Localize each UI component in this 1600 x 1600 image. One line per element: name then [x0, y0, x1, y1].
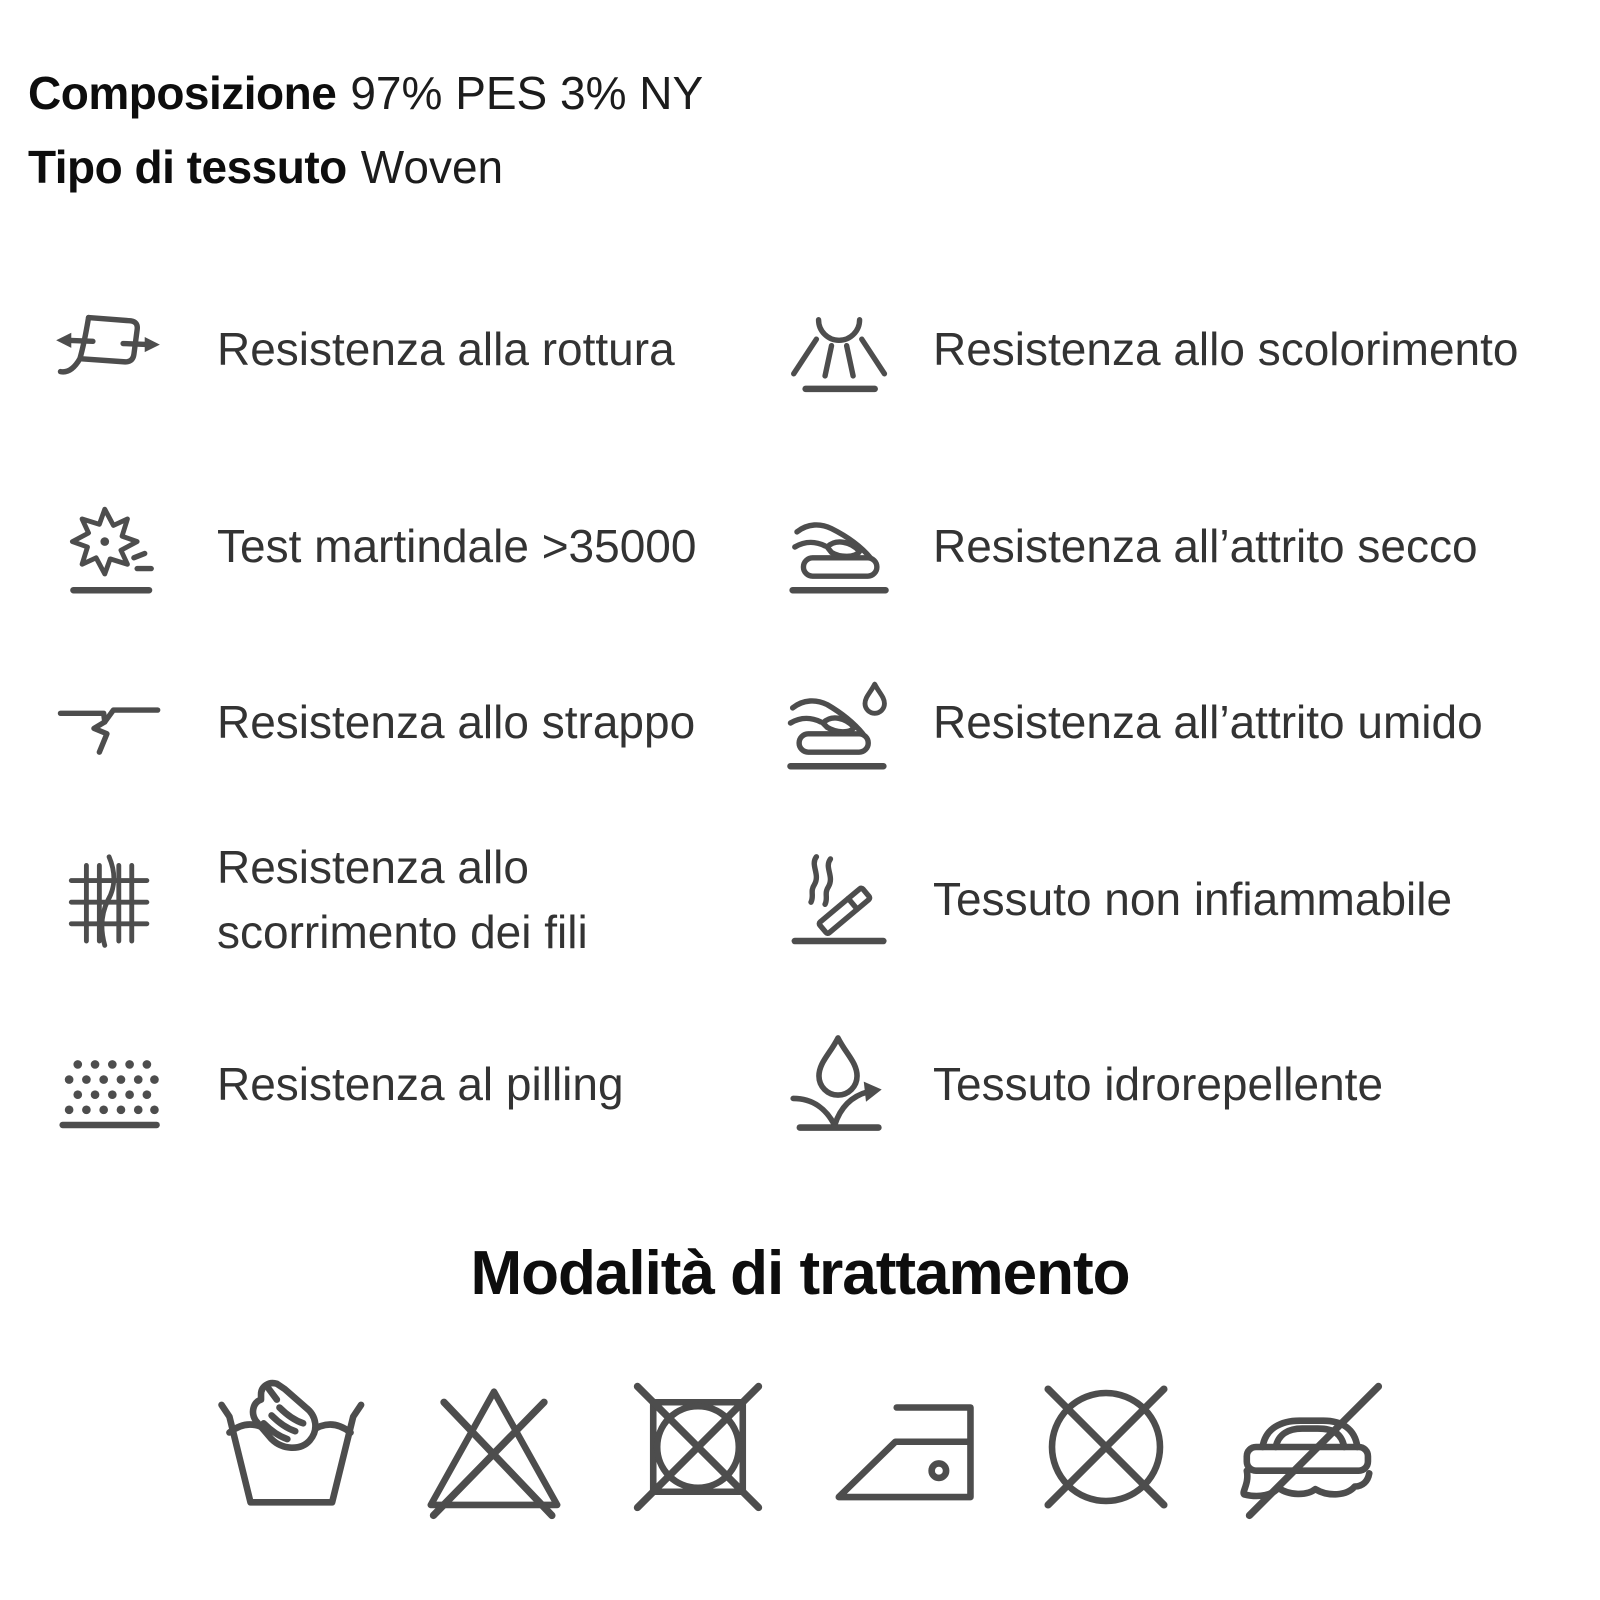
feature-row: [770, 1005, 1383, 1165]
feature-label: Resistenza all’attrito secco: [933, 520, 1478, 573]
fade-resistance-icon: [784, 296, 892, 404]
feature-row: [40, 270, 675, 430]
do-not-bleach-icon: [415, 1368, 573, 1526]
pilling-resistance-icon: [54, 1031, 162, 1139]
tensile-strength-icon: [54, 296, 162, 404]
martindale-abrasion-icon: [54, 493, 162, 601]
non-flammable-icon: [784, 846, 892, 954]
seam-slippage-icon: [54, 846, 162, 954]
feature-label: Tessuto non infiammabile: [933, 873, 1453, 926]
feature-label: Tessuto idrorepellente: [933, 1058, 1384, 1111]
feature-label: Resistenza all’attrito umido: [933, 696, 1483, 749]
hand-wash-icon: [211, 1368, 369, 1526]
feature-row: [40, 1005, 624, 1165]
do-not-dry-clean-icon: [1027, 1368, 1185, 1526]
feature-row: [770, 643, 1483, 803]
composition-line: [28, 56, 703, 130]
feature-row: [40, 790, 597, 1010]
dry-rub-resistance-icon: [784, 493, 892, 601]
feature-label: Resistenza alla rottura: [217, 323, 675, 376]
feature-row: [770, 467, 1478, 627]
composition-label: Composizione: [28, 67, 337, 119]
fabric-type-value: Woven: [360, 141, 504, 193]
fabric-type-line: [28, 130, 703, 204]
do-not-tumble-dry-icon: [619, 1368, 777, 1526]
fabric-header: [28, 56, 703, 204]
tear-resistance-icon: [54, 669, 162, 777]
feature-row: [770, 270, 1519, 430]
feature-row: [770, 820, 1452, 980]
care-symbols-row: [0, 1368, 1600, 1526]
feature-label: Resistenza al pilling: [217, 1058, 624, 1111]
feature-row: [40, 643, 695, 803]
feature-label: Resistenza allo strappo: [217, 696, 696, 749]
treatment-section-title: Modalità di trattamento: [470, 1239, 1130, 1308]
water-repellent-icon: [782, 1029, 894, 1141]
wet-rub-resistance-icon: [784, 669, 892, 777]
do-not-brush-icon: [1231, 1368, 1389, 1526]
feature-label: Test martindale >35000: [217, 520, 697, 573]
feature-label: Resistenza allo scolorimento: [933, 323, 1519, 376]
composition-value: 97% PES 3% NY: [350, 67, 704, 119]
iron-low-temperature-icon: [823, 1368, 981, 1526]
feature-label: Resistenza allo scorrimento dei fili: [217, 840, 588, 958]
feature-row: [40, 467, 696, 627]
fabric-type-label: Tipo di tessuto: [28, 141, 347, 193]
